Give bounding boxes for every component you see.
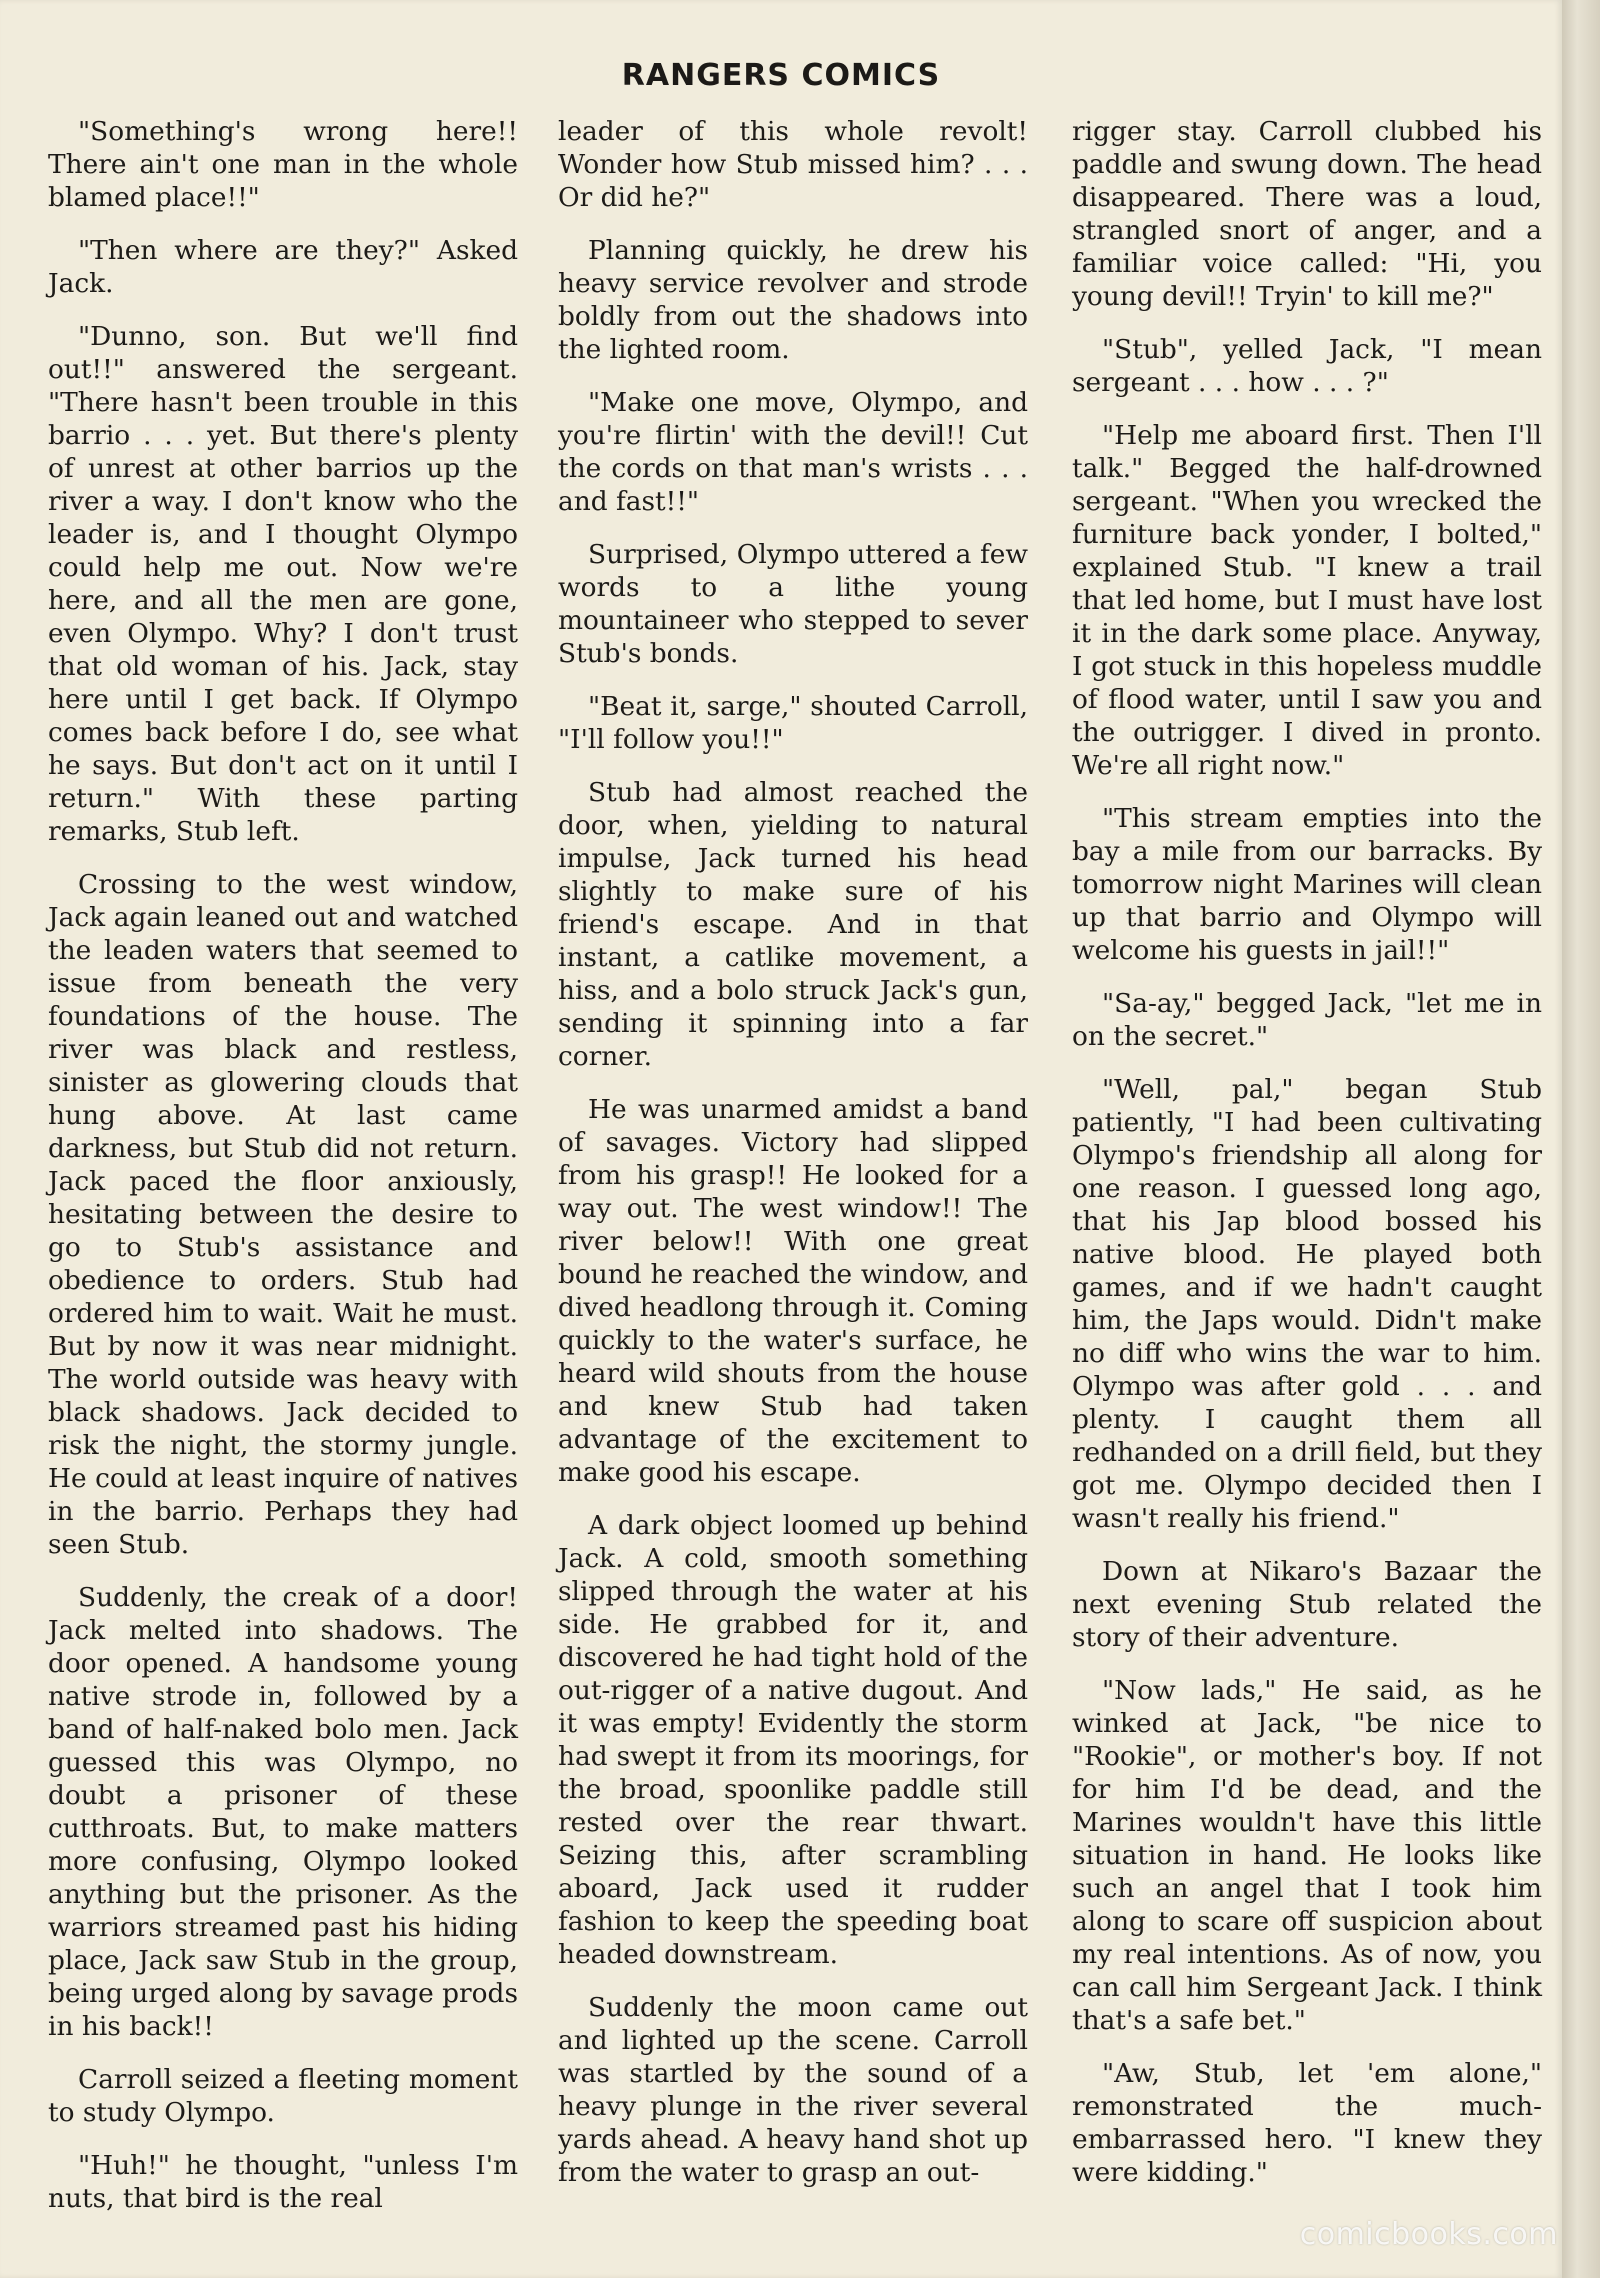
paragraph: Stub had almost reached the door, when, yielding to natural impulse, Jack turned his head slightly to make sure of his friend's escape. And in that instant, a catlike movement, a hiss, and a bolo struck Jack's gun, sending it spinning into a far corner. bbox=[558, 777, 1028, 1072]
paragraph: "Sa-ay," begged Jack, "let me in on the secret." bbox=[1072, 988, 1542, 1052]
running-head-title: RANGERS COMICS bbox=[621, 58, 941, 93]
paragraph: "Dunno, son. But we'll find out!!" answered the sergeant. "There hasn't been trouble in this barrio . . . yet. But there's plenty of unrest at other barrios up the river a way. I don't know who the leader is, and I thought Olympo could help me out. Now we're here, and all the men are gone, even Olympo. Why? I don't trust that old woman of his. Jack, stay here until I get back. If Olympo comes back before I do, see what he says. But don't act on it until I return." With these parting remarks, Stub left. bbox=[48, 321, 518, 847]
paragraph: Suddenly, the creak of a door! Jack melted into shadows. The door opened. A handsome young native strode in, followed by a band of half-naked bolo men. Jack guessed this was Olympo, no doubt a prisoner of these cutthroats. But, to make matters more confusing, Olympo looked anything but the prisoner. As the warriors streamed past his hiding place, Jack saw Stub in the group, being urged along by savage prods in his back!! bbox=[48, 1582, 518, 2042]
text-column-2 bbox=[558, 115, 1028, 2209]
text-column-1 bbox=[48, 115, 518, 2235]
paragraph-continued: leader of this whole revolt! Wonder how Stub missed him? . . . Or did he?" bbox=[558, 116, 1028, 213]
paragraph: Down at Nikaro's Bazaar the next evening Stub related the story of their adventure. bbox=[1072, 1556, 1542, 1653]
paragraph: "Well, pal," began Stub patiently, "I had been cultivating Olympo's friendship all along for one reason. I guessed long ago, that his Jap blood bossed his native blood. He played both games, and if we hadn't caught him, the Japs would. Didn't make no diff who wins the war to him. Olympo was after gold . . . and plenty. I caught them all redhanded on a drill field, but they got me. Olympo decided then I wasn't really his friend." bbox=[1072, 1074, 1542, 1534]
paragraph: "Beat it, sarge," shouted Carroll, "I'll follow you!!" bbox=[558, 691, 1028, 755]
paragraph: "Then where are they?" Asked Jack. bbox=[48, 235, 518, 299]
paragraph: Crossing to the west window, Jack again leaned out and watched the leaden waters that seemed to issue from beneath the very foundations of the house. The river was black and restless, sinister as glowering clouds that hung above. At last came darkness, but Stub did not return. Jack paced the floor anxiously, hesitating between the desire to go to Stub's assistance and obedience to orders. Stub had ordered him to wait. Wait he must. But by now it was near midnight. The world outside was heavy with black shadows. Jack decided to risk the night, the stormy jungle. He could at least inquire of natives in the barrio. Perhaps they had seen Stub. bbox=[48, 869, 518, 1560]
paragraph: Surprised, Olympo uttered a few words to a lithe young mountaineer who stepped to sever Stub's bonds. bbox=[558, 539, 1028, 669]
text-column-3 bbox=[1072, 115, 1542, 2209]
paragraph: "Make one move, Olympo, and you're flirtin' with the devil!! Cut the cords on that man's wrists . . . and fast!!" bbox=[558, 387, 1028, 517]
page-edge bbox=[1562, 0, 1600, 2278]
paragraph: He was unarmed amidst a band of savages. Victory had slipped from his grasp!! He looked for a way out. The west window!! The river below!! With one great bound he reached the window, and dived headlong through it. Coming quickly to the water's surface, he heard wild shouts from the house and knew Stub had taken advantage of the excitement to make good his escape. bbox=[558, 1094, 1028, 1488]
paragraph: Planning quickly, he drew his heavy service revolver and strode boldly from out the shadows into the lighted room. bbox=[558, 235, 1028, 365]
paragraph-continued: rigger stay. Carroll clubbed his paddle and swung down. The head disappeared. There was a loud, strangled snort of anger, and a familiar voice called: "Hi, you young devil!! Tryin' to kill me?" bbox=[1072, 116, 1542, 312]
paragraph: Suddenly the moon came out and lighted up the scene. Carroll was startled by the sound of a heavy plunge in the river several yards ahead. A heavy hand shot up from the water to grasp an out- bbox=[558, 1992, 1028, 2188]
paragraph: "Aw, Stub, let 'em alone," remonstrated the much-embarrassed hero. "I knew they were kidding." bbox=[1072, 2058, 1542, 2188]
paragraph: "Help me aboard first. Then I'll talk." Begged the half-drowned sergeant. "When you wrecked the furniture back yonder, I bolted," explained Stub. "I knew a trail that led home, but I must have lost it in the dark some place. Anyway, I got stuck in this hopeless muddle of flood water, until I saw you and the outrigger. I dived in pronto. We're all right now." bbox=[1072, 420, 1542, 781]
paragraph: "Stub", yelled Jack, "I mean sergeant . . . how . . . ?" bbox=[1072, 334, 1542, 398]
site-watermark: comicbooks.com bbox=[1299, 2217, 1558, 2252]
paragraph: Carroll seized a fleeting moment to study Olympo. bbox=[48, 2064, 518, 2128]
paragraph: "Now lads," He said, as he winked at Jack, "be nice to "Rookie", or mother's boy. If not for him I'd be dead, and the Marines wouldn't have this little situation in hand. He looks like such an angel that I took him along to scare off suspicion about my real intentions. As of now, you can call him Sergeant Jack. I think that's a safe bet." bbox=[1072, 1675, 1542, 2036]
paragraph: "Something's wrong here!! There ain't one man in the whole blamed place!!" bbox=[48, 116, 518, 213]
paragraph: A dark object loomed up behind Jack. A cold, smooth something slipped through the water at his side. He grabbed for it, and discovered he had tight hold of the out-rigger of a native dugout. And it was empty! Evidently the storm had swept it from its moorings, for the broad, spoonlike paddle still rested over the rear thwart. Seizing this, after scrambling aboard, Jack used it rudder fashion to keep the speeding boat headed downstream. bbox=[558, 1510, 1028, 1970]
paragraph: "Huh!" he thought, "unless I'm nuts, that bird is the real bbox=[48, 2150, 518, 2214]
paragraph: "This stream empties into the bay a mile from our barracks. By tomorrow night Marines will clean up that barrio and Olympo will welcome his guests in jail!!" bbox=[1072, 803, 1542, 966]
